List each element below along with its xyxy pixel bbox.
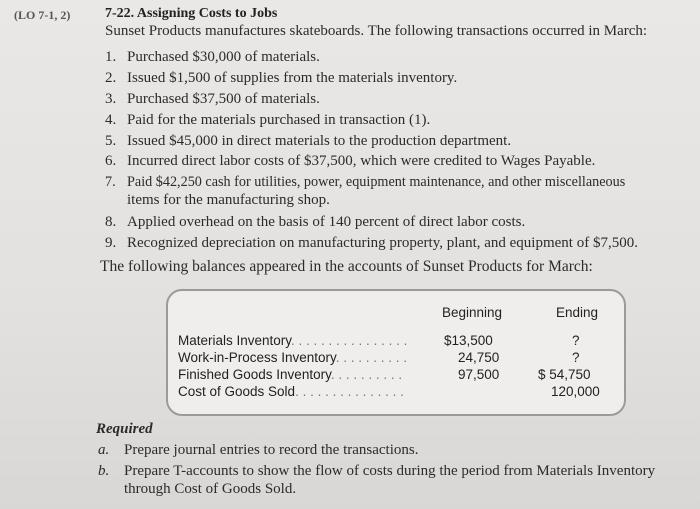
transaction-item: [105, 153, 595, 170]
transaction-text: Paid $42,250 cash for utilities, power, equipment maintenance, and other miscellaneous: [127, 174, 626, 190]
ending-balance: ?: [572, 350, 580, 365]
transaction-item: [105, 235, 638, 252]
transaction-item: [105, 49, 320, 66]
transaction-number: 6.: [105, 153, 117, 169]
transaction-item: [105, 91, 320, 108]
account-label: Materials Inventory. . . . . . . . . . . . . . . .: [178, 333, 408, 348]
beginning-balance: 97,500: [458, 367, 500, 382]
transaction-number: 3.: [105, 91, 117, 107]
beginning-balance: $13,500: [444, 333, 493, 348]
column-header-ending: Ending: [556, 305, 599, 320]
problem-intro: Sunset Products manufactures skateboards. The following transactions occurred in March:: [105, 23, 648, 39]
transaction-number: 2.: [105, 70, 117, 86]
transaction-item: [105, 174, 625, 191]
problem-title: 7-22. Assigning Costs to Jobs: [105, 6, 278, 21]
required-letter: a.: [98, 442, 110, 458]
transaction-text: Purchased $37,500 of materials.: [127, 91, 320, 107]
transaction-number: 1.: [105, 49, 117, 65]
transaction-item: [105, 133, 511, 150]
transaction-text: Issued $1,500 of supplies from the materials inventory.: [127, 70, 458, 86]
account-label: Cost of Goods Sold. . . . . . . . . . . . . . .: [178, 384, 404, 399]
column-header-beginning: Beginning: [442, 305, 503, 320]
transaction-number: 5.: [105, 133, 117, 149]
required-heading: Required: [96, 421, 153, 437]
transaction-continuation: items for the manufacturing shop.: [127, 192, 330, 208]
learning-objective: (LO 7-1, 2): [14, 8, 71, 22]
transaction-text: Purchased $30,000 of materials.: [127, 49, 320, 65]
balances-table: [166, 289, 626, 416]
transaction-number: 9.: [105, 235, 117, 251]
balances-intro: The following balances appeared in the accounts of Sunset Products for March:: [100, 258, 593, 275]
required-text: Prepare T-accounts to show the flow of costs during the period from Materials Inventory: [124, 463, 656, 479]
required-continuation: through Cost of Goods Sold.: [124, 481, 297, 497]
ending-balance: 120,000: [551, 384, 600, 399]
transaction-text: Recognized depreciation on manufacturing property, plant, and equipment of $7,500.: [127, 235, 638, 251]
ending-balance: $ 54,750: [538, 367, 591, 382]
account-label: Finished Goods Inventory. . . . . . . . . .: [178, 367, 403, 382]
transaction-number: 7.: [105, 174, 116, 190]
transaction-text: Incurred direct labor costs of $37,500, which were credited to Wages Payable.: [127, 153, 596, 169]
transaction-number: 8.: [105, 214, 117, 230]
transaction-text: Issued $45,000 in direct materials to the production department.: [127, 133, 512, 149]
transaction-number: 4.: [105, 112, 117, 128]
ending-balance: ?: [572, 333, 580, 348]
transaction-item: [105, 70, 457, 87]
required-item: [98, 463, 655, 480]
transaction-item: [105, 214, 525, 231]
transaction-text: Paid for the materials purchased in transaction (1).: [127, 112, 431, 128]
required-letter: b.: [98, 463, 110, 479]
required-item: [98, 442, 418, 459]
required-text: Prepare journal entries to record the transactions.: [124, 442, 419, 458]
account-label: Work-in-Process Inventory. . . . . . . . . .: [178, 350, 408, 365]
transaction-text: Applied overhead on the basis of 140 percent of direct labor costs.: [127, 214, 526, 230]
transaction-item: [105, 112, 430, 129]
beginning-balance: 24,750: [458, 350, 500, 365]
